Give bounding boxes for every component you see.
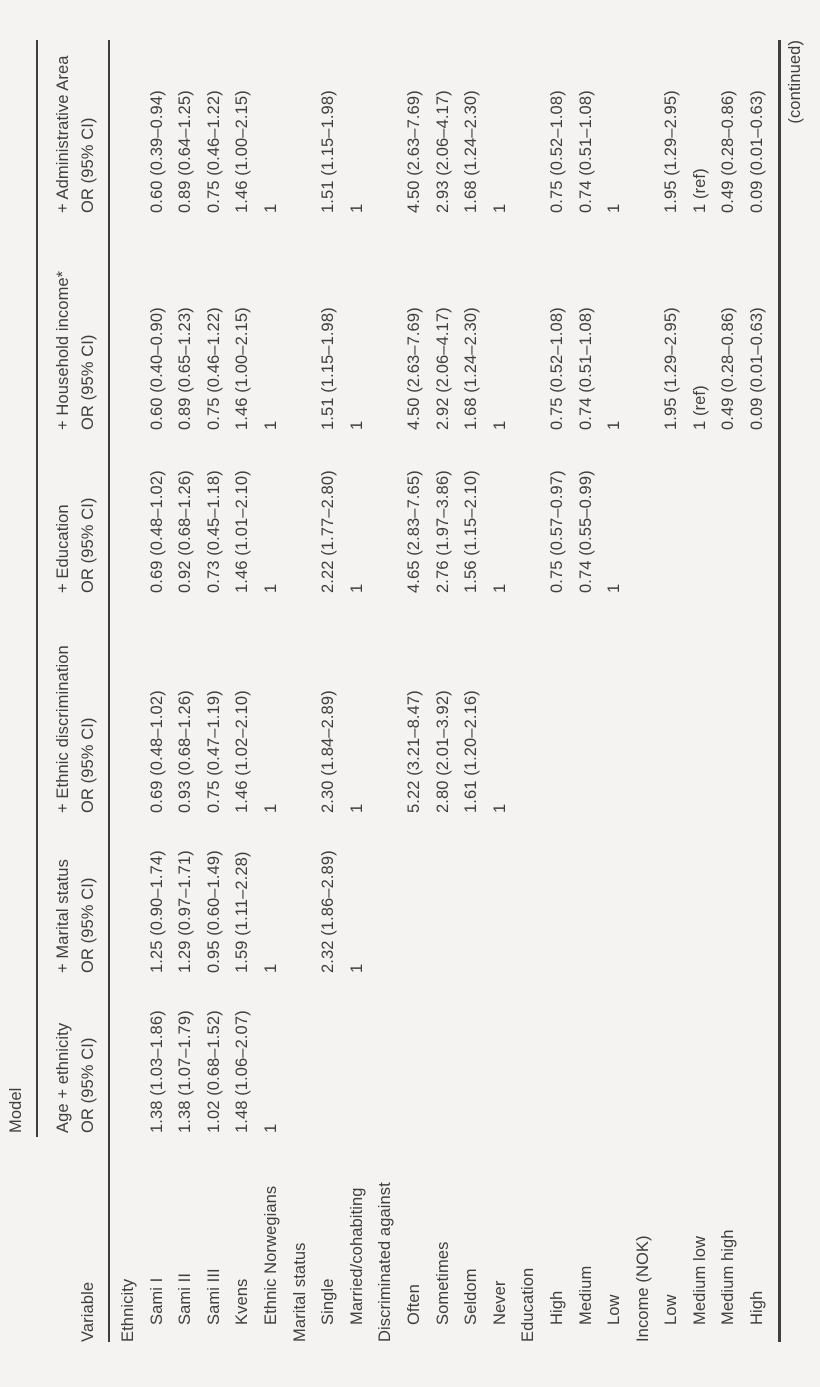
cell-value: 2.22 (1.77–2.80) (319, 470, 338, 593)
column-header-or-ci: OR (95% CI) (79, 334, 97, 430)
cell-value: 0.49 (0.28–0.86) (719, 307, 738, 430)
cell-value: 1 (261, 803, 280, 813)
cell-value: 4.50 (2.63–7.69) (404, 90, 423, 213)
cell-value: 0.93 (0.68–1.26) (176, 690, 195, 813)
cell-value: 1 (261, 963, 280, 973)
column-header (51, 645, 101, 813)
row-label: Medium (576, 1265, 595, 1325)
cell-value: 0.60 (0.39–0.94) (147, 90, 166, 213)
table-row (629, 40, 658, 1342)
column-header-model-name: + Marital status (54, 859, 72, 973)
bottom-rule (778, 40, 781, 1342)
cell-value: 1.02 (0.68–1.52) (204, 1010, 223, 1133)
table-row (457, 40, 486, 1342)
cell-value: 0.75 (0.46–1.22) (204, 90, 223, 213)
table-row (286, 40, 315, 1342)
row-label: Low (605, 1294, 624, 1325)
row-label: Single (319, 1278, 338, 1325)
cell-value: 0.89 (0.64–1.25) (176, 90, 195, 213)
cell-value: 1.61 (1.20–2.16) (462, 690, 481, 813)
cell-value: 0.75 (0.52–1.08) (547, 90, 566, 213)
column-header-or-ci: OR (95% CI) (79, 877, 97, 973)
table-row (600, 40, 629, 1342)
cell-value: 1 (490, 583, 509, 593)
cell-value: 1.48 (1.06–2.07) (233, 1010, 252, 1133)
column-header (51, 1023, 101, 1133)
cell-value: 1.51 (1.15–1.98) (319, 90, 338, 213)
cell-value: 0.69 (0.48–1.02) (147, 470, 166, 593)
cell-value: 1 (ref) (690, 385, 709, 430)
cell-value: 0.92 (0.68–1.26) (176, 470, 195, 593)
cell-value: 0.73 (0.45–1.18) (204, 470, 223, 593)
table-row (714, 40, 743, 1342)
cell-value: 1.46 (1.00–2.15) (233, 90, 252, 213)
table-row (343, 40, 372, 1342)
row-label: Sometimes (433, 1241, 452, 1325)
cell-value: 1.46 (1.02–2.10) (233, 690, 252, 813)
table-row (657, 40, 686, 1342)
cell-value: 1.29 (0.97–1.71) (176, 850, 195, 973)
column-headers (51, 40, 105, 1342)
row-label: Sami II (176, 1272, 195, 1325)
table-row (514, 40, 543, 1342)
cell-value: 1.59 (1.11–2.28) (233, 851, 252, 973)
row-label: Often (404, 1284, 423, 1325)
row-label: Never (490, 1280, 509, 1325)
table-row (543, 40, 572, 1342)
row-section-label: Marital status (290, 1242, 309, 1342)
table-row (400, 40, 429, 1342)
table-row (486, 40, 515, 1342)
table-row (371, 40, 400, 1342)
cell-value: 1 (ref) (690, 168, 709, 213)
row-section-label: Ethnicity (119, 1278, 137, 1342)
cell-value: 1 (605, 420, 624, 430)
cell-value: 4.50 (2.63–7.69) (404, 307, 423, 430)
table-row (200, 40, 229, 1342)
cell-value: 1 (347, 420, 366, 430)
cell-value: 0.69 (0.48–1.02) (147, 690, 166, 813)
column-header (51, 859, 101, 973)
cell-value: 5.22 (3.21–8.47) (404, 690, 423, 813)
cell-value: 1 (605, 583, 624, 593)
cell-value: 1.95 (1.29–2.95) (662, 307, 681, 430)
table-row (429, 40, 458, 1342)
cell-value: 1 (490, 203, 509, 213)
cell-value: 1 (261, 420, 280, 430)
cell-value: 1.38 (1.03–1.86) (147, 1010, 166, 1133)
cell-value: 1.46 (1.01–2.10) (233, 470, 252, 593)
column-header-or-ci: OR (95% CI) (79, 117, 97, 213)
table-body (114, 40, 772, 1342)
cell-value: 1.95 (1.29–2.95) (662, 90, 681, 213)
cell-value: 0.09 (0.01–0.63) (748, 307, 767, 430)
column-header-model-name: + Household income* (54, 270, 72, 430)
cell-value: 1 (605, 203, 624, 213)
cell-value: 0.60 (0.40–0.90) (147, 307, 166, 430)
cell-value: 1 (347, 583, 366, 593)
table-row (228, 40, 257, 1342)
column-header-or-ci: OR (95% CI) (79, 497, 97, 593)
row-label: Sami I (147, 1277, 166, 1325)
cell-value: 0.74 (0.55–0.99) (576, 470, 595, 593)
cell-value: 1.68 (1.24–2.30) (462, 90, 481, 213)
table-row (686, 40, 715, 1342)
model-spanner-label: Model (7, 1087, 25, 1133)
cell-value: 0.75 (0.57–0.97) (547, 470, 566, 593)
row-label: Low (662, 1294, 681, 1325)
row-label: Ethnic Norwegians (261, 1185, 280, 1325)
column-header-model-name: + Administrative Area (54, 55, 72, 213)
cell-value: 1.25 (0.90–1.74) (147, 850, 166, 973)
cell-value: 2.93 (2.06–4.17) (433, 90, 452, 213)
row-label: Kvens (233, 1278, 252, 1325)
cell-value: 0.75 (0.52–1.08) (547, 307, 566, 430)
cell-value: 2.32 (1.86–2.89) (319, 850, 338, 973)
cell-value: 0.95 (0.60–1.49) (204, 850, 223, 973)
cell-value: 1.46 (1.00–2.15) (233, 307, 252, 430)
cell-value: 1.51 (1.15–1.98) (319, 307, 338, 430)
table-row (572, 40, 601, 1342)
model-spanner-rule (36, 40, 38, 1137)
row-section-label: Discriminated against (376, 1182, 395, 1342)
row-label: Married/cohabiting (347, 1187, 366, 1325)
column-header (51, 55, 101, 213)
table-row (743, 40, 772, 1342)
cell-value: 1 (347, 203, 366, 213)
cell-value: 1.38 (1.07–1.79) (176, 1010, 195, 1133)
table-row (314, 40, 343, 1342)
cell-value: 0.89 (0.65–1.23) (176, 307, 195, 430)
cell-value: 0.49 (0.28–0.86) (719, 90, 738, 213)
cell-value: 0.75 (0.46–1.22) (204, 307, 223, 430)
cell-value: 2.92 (2.06–4.17) (433, 307, 452, 430)
row-label: High (748, 1290, 767, 1325)
table-row (114, 40, 143, 1342)
cell-value: 1 (261, 583, 280, 593)
table-row (257, 40, 286, 1342)
cell-value: 2.80 (2.01–3.92) (433, 690, 452, 813)
cell-value: 1 (261, 1123, 280, 1133)
column-header (51, 497, 101, 593)
cell-value: 0.74 (0.51–1.08) (576, 90, 595, 213)
column-header-or-ci: OR (95% CI) (79, 1037, 97, 1133)
table-row (143, 40, 172, 1342)
continued-note: (continued) (786, 40, 804, 124)
column-header-model-name: + Ethnic discrimination (54, 645, 72, 813)
cell-value: 1 (261, 203, 280, 213)
cell-value: 4.65 (2.83–7.65) (404, 470, 423, 593)
column-header (51, 271, 101, 430)
cell-value: 0.09 (0.01–0.63) (748, 90, 767, 213)
cell-value: 1 (347, 803, 366, 813)
cell-value: 2.76 (1.97–3.86) (433, 470, 452, 593)
column-header-model-name: Age + ethnicity (54, 1022, 72, 1133)
cell-value: 0.75 (0.47–1.19) (204, 690, 223, 813)
row-label: Medium low (690, 1235, 709, 1325)
cell-value: 1.56 (1.15–2.10) (462, 470, 481, 593)
row-label: High (547, 1290, 566, 1325)
cell-value: 1 (347, 963, 366, 973)
row-label: Seldom (462, 1268, 481, 1325)
row-label: Sami III (204, 1268, 223, 1325)
cell-value: 1 (490, 420, 509, 430)
row-label: Medium high (719, 1229, 738, 1325)
header-rule (108, 40, 110, 1342)
cell-value: 0.74 (0.51–1.08) (576, 307, 595, 430)
row-section-label: Income (NOK) (633, 1235, 652, 1342)
table-row (171, 40, 200, 1342)
column-header-model-name: + Education (54, 504, 72, 593)
variable-column-header: Variable (79, 1281, 97, 1342)
cell-value: 2.30 (1.84–2.89) (319, 690, 338, 813)
cell-value: 1 (490, 803, 509, 813)
column-header-or-ci: OR (95% CI) (79, 717, 97, 813)
row-section-label: Education (519, 1267, 538, 1342)
cell-value: 1.68 (1.24–2.30) (462, 307, 481, 430)
